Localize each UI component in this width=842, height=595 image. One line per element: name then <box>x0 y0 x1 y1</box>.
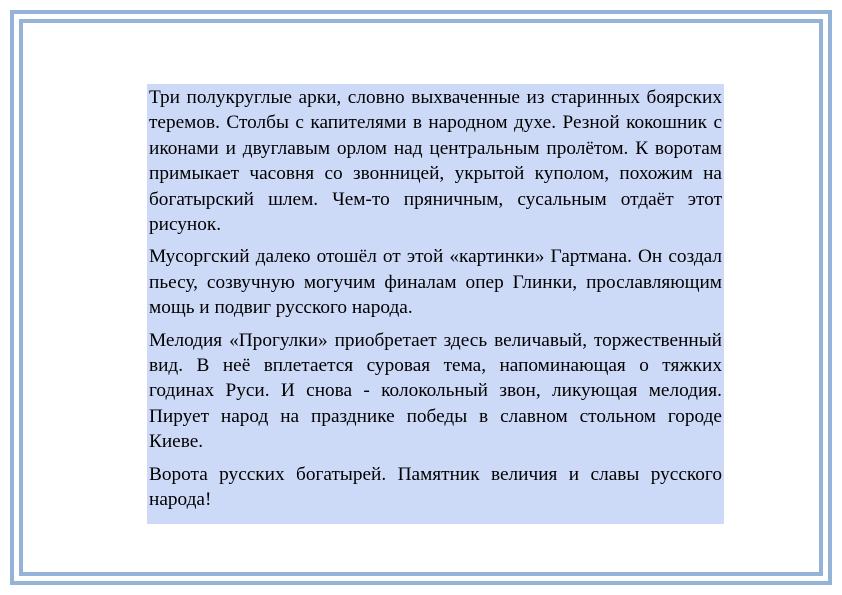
paragraph-3: Мелодия «Прогулки» приобретает здесь величавый, торжественный вид. В неё вплетается суровая тема, напоминающая о тяжких годинах Руси. И снова - колокольный звон, ликующая мелодия. Пирует народ на празднике победы в славном стольном городе Киеве. <box>149 329 722 453</box>
text-block <box>147 84 724 524</box>
paragraph-1: Три полукруглые арки, словно выхваченные из старинных боярских теремов. Столбы с капителями в народном духе. Резной кокошник с иконами и двуглавым орлом над центральным пролётом. К воротам примыкает часовня со звонницей, укрытой куполом, похожим на богатырский шлем. Чем-то пряничным, сусальным отдаёт этот рисунок. <box>149 87 722 236</box>
paragraph-2: Мусоргский далеко отошёл от этой «картинки» Гартмана. Он создал пьесу, созвучную могучим финалам опер Глинки, прославляющим мощь и подвиг русского народа. <box>149 246 722 319</box>
paragraph-4: Ворота русских богатырей. Памятник величия и славы русского народа! <box>149 463 722 511</box>
